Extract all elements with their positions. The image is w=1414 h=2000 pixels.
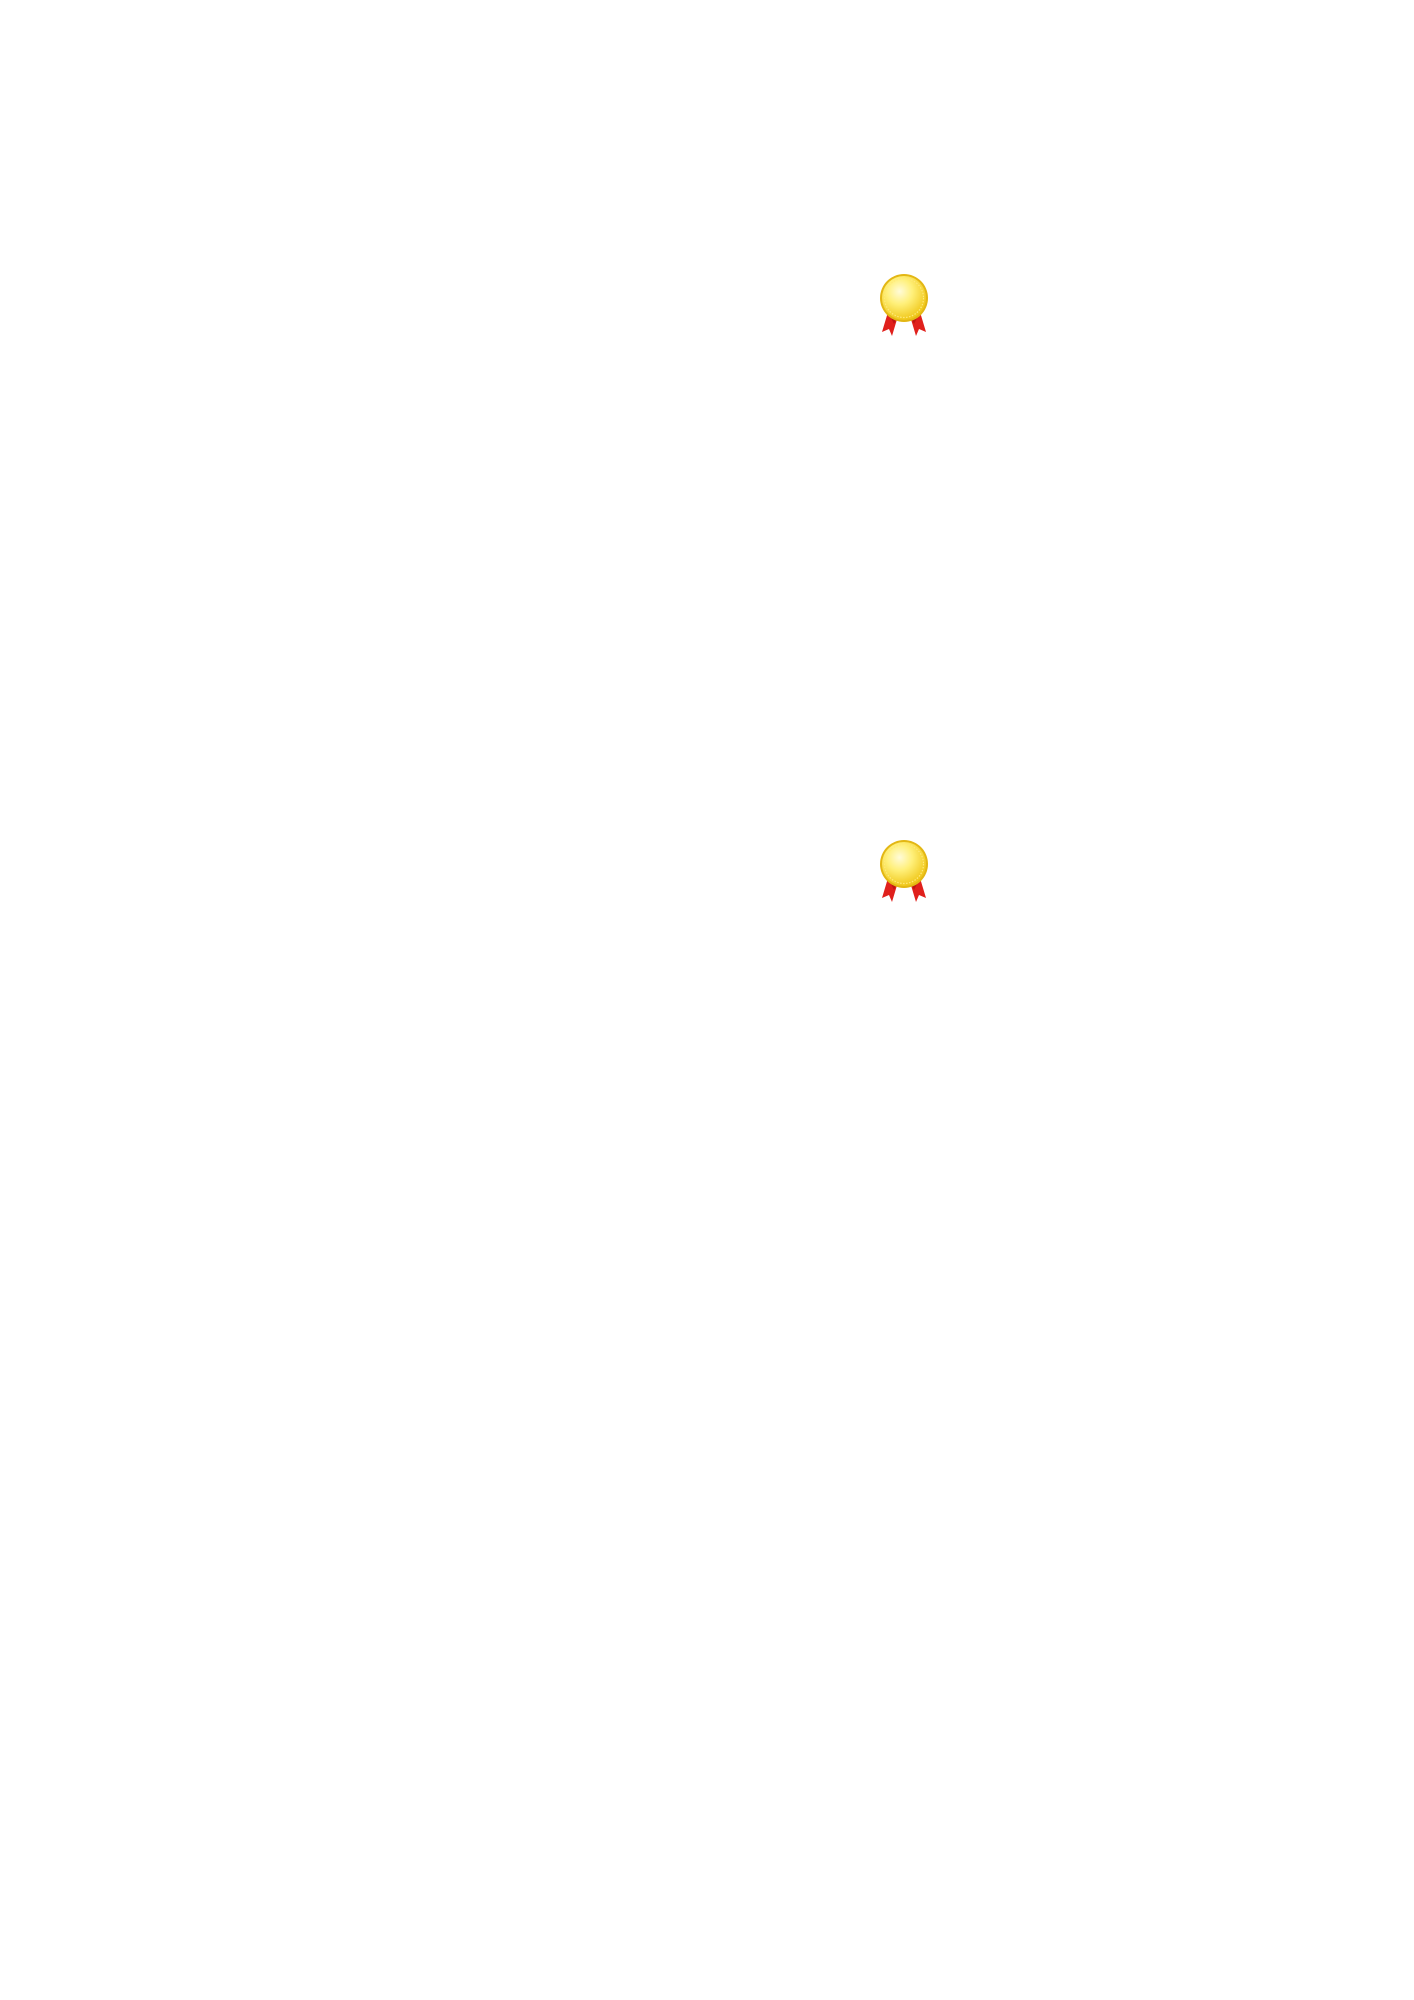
gold-medal-icon — [876, 272, 932, 342]
gold-medal-icon — [876, 838, 932, 908]
